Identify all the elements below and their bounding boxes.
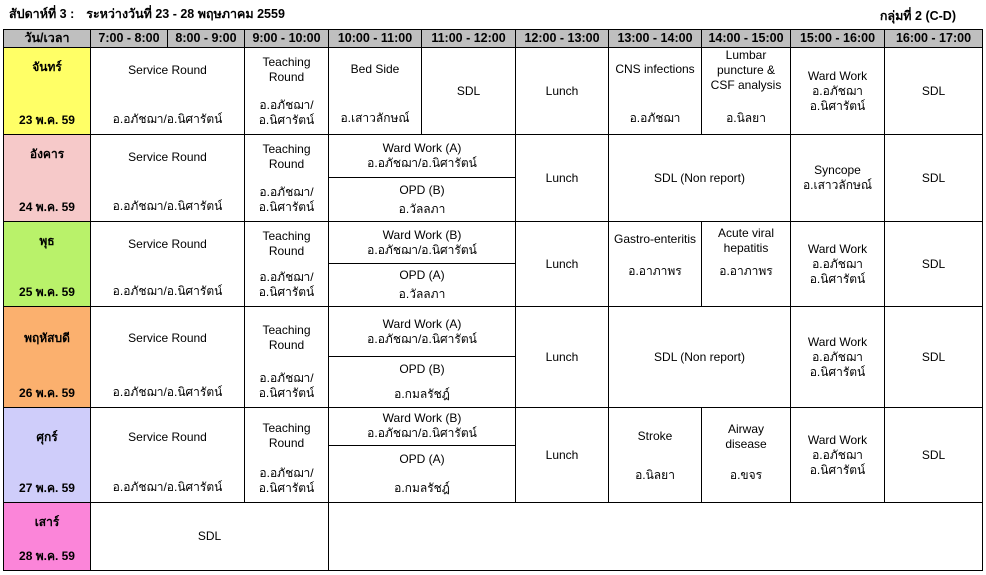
teaching-staff-2: อ.นิศารัตน์ — [258, 285, 315, 299]
teaching-staff-2: อ.นิศารัตน์ — [258, 113, 315, 127]
service-round-label: Service Round — [128, 63, 207, 77]
airway-label-2: disease — [725, 437, 767, 451]
opd-block — [329, 446, 515, 502]
cns-staff: อ.อภัชฌา — [629, 111, 681, 125]
ward-work-block — [329, 307, 515, 357]
col-header-1200: 12:00 - 13:00 — [516, 30, 609, 48]
teaching-label-2: Round — [268, 70, 305, 84]
opd-staff: อ.กมลรัชฎ์ — [394, 387, 450, 401]
ward-work-label: Ward Work (A) — [382, 141, 462, 155]
ward-work-block — [329, 135, 515, 178]
sdl-cell: SDL — [885, 222, 983, 307]
ward-staff-2: อ.นิศารัตน์ — [809, 462, 866, 477]
sdl-cell: SDL — [885, 307, 983, 408]
day-date: 26 พ.ค. 59 — [19, 386, 75, 400]
col-header-0800: 8:00 - 9:00 — [168, 30, 245, 48]
ward-staff-1: อ.อภัชฌา — [812, 349, 863, 364]
ward-work-cell — [791, 48, 885, 135]
ward-work-staff: อ.อภัชฌา/อ.นิศารัตน์ — [367, 242, 477, 257]
ward-work-label: Ward Work (B) — [382, 227, 462, 242]
airway-label-1: Airway — [727, 422, 764, 436]
stroke-staff: อ.นิลยา — [635, 468, 675, 482]
hep-staff: อ.อาภาพร — [719, 264, 773, 278]
stroke-label: Stroke — [637, 429, 673, 443]
teaching-staff-2: อ.นิศารัตน์ — [258, 481, 315, 495]
teaching-label-1: Teaching — [262, 421, 311, 435]
teaching-staff-1: อ.อภัชฌา/ — [259, 371, 314, 385]
ward-work-staff: อ.อภัชฌา/อ.นิศารัตน์ — [367, 426, 477, 441]
ward-work-label: Ward Work — [807, 241, 868, 256]
day-name: จันทร์ — [32, 60, 62, 74]
airway-staff: อ.ขจร — [729, 468, 763, 482]
gastroenteritis-cell — [609, 222, 702, 307]
service-round-staff: อ.อภัชฌา/อ.นิศารัตน์ — [112, 199, 223, 213]
service-round-label: Service Round — [128, 331, 207, 345]
ward-work-staff: อ.อภัชฌา/อ.นิศารัตน์ — [367, 331, 477, 346]
col-header-0700: 7:00 - 8:00 — [91, 30, 168, 48]
service-round-cell — [91, 408, 245, 503]
teaching-staff-1: อ.อภัชฌา/ — [259, 466, 314, 480]
sdl-cell: SDL — [91, 503, 329, 571]
ward-opd-cell — [329, 222, 516, 307]
teaching-round-cell — [245, 307, 329, 408]
col-header-1400: 14:00 - 15:00 — [702, 30, 791, 48]
sdl-cell: SDL — [885, 135, 983, 222]
col-header-1100: 11:00 - 12:00 — [422, 30, 516, 48]
ward-staff-1: อ.อภัชฌา — [812, 83, 863, 98]
lumbar-puncture-cell — [702, 48, 791, 135]
teaching-round-cell — [245, 222, 329, 307]
service-round-cell — [91, 48, 245, 135]
teaching-round-cell — [245, 135, 329, 222]
day-cell-monday — [4, 48, 91, 135]
service-round-cell — [91, 135, 245, 222]
hep-label-2: hepatitis — [723, 241, 769, 255]
col-header-1300: 13:00 - 14:00 — [609, 30, 702, 48]
ward-work-block — [329, 222, 515, 264]
day-date: 28 พ.ค. 59 — [19, 549, 75, 563]
ward-work-block — [329, 408, 515, 446]
opd-staff: อ.วัลลภา — [398, 287, 446, 301]
service-round-cell — [91, 222, 245, 307]
service-round-cell — [91, 307, 245, 408]
cns-label: CNS infections — [615, 62, 695, 76]
lunch-cell: Lunch — [516, 408, 609, 503]
ward-work-label: Ward Work (A) — [382, 316, 462, 331]
opd-staff: อ.วัลลภา — [398, 201, 446, 216]
hep-label-1: Acute viral — [717, 226, 775, 240]
col-header-day: วัน/เวลา — [4, 30, 91, 48]
teaching-label-2: Round — [268, 436, 305, 450]
teaching-label-2: Round — [268, 244, 305, 258]
day-cell-thursday — [4, 307, 91, 408]
lp-staff: อ.นิลยา — [726, 111, 766, 125]
lunch-cell: Lunch — [516, 222, 609, 307]
sdl-nonreport-cell: SDL (Non report) — [609, 307, 791, 408]
service-round-staff: อ.อภัชฌา/อ.นิศารัตน์ — [112, 480, 223, 494]
opd-label: OPD (B) — [399, 182, 445, 197]
service-round-label: Service Round — [128, 430, 207, 444]
lunch-cell: Lunch — [516, 307, 609, 408]
ward-staff-2: อ.นิศารัตน์ — [809, 271, 866, 286]
syncope-label: Syncope — [814, 163, 861, 177]
airway-disease-cell — [702, 408, 791, 503]
day-date: 27 พ.ค. 59 — [19, 481, 75, 495]
ward-opd-cell — [329, 135, 516, 222]
lunch-cell: Lunch — [516, 48, 609, 135]
ward-opd-cell — [329, 307, 516, 408]
ward-work-cell — [791, 408, 885, 503]
sdl-cell: SDL — [885, 48, 983, 135]
bedside-label: Bed Side — [350, 62, 400, 76]
ge-label: Gastro-enteritis — [613, 232, 697, 246]
teaching-label-1: Teaching — [262, 229, 311, 243]
ward-work-staff: อ.อภัชฌา/อ.นิศารัตน์ — [367, 156, 477, 170]
ward-staff-2: อ.นิศารัตน์ — [809, 98, 866, 113]
teaching-staff-2: อ.นิศารัตน์ — [258, 386, 315, 400]
col-header-1600: 16:00 - 17:00 — [885, 30, 983, 48]
bedside-staff: อ.เสาวลักษณ์ — [340, 111, 410, 125]
header-row — [4, 30, 983, 48]
cns-infections-cell — [609, 48, 702, 135]
opd-block — [329, 178, 515, 221]
teaching-label-1: Teaching — [262, 323, 311, 337]
ward-work-cell — [791, 222, 885, 307]
lp-label-3: CSF analysis — [710, 78, 782, 92]
stroke-cell — [609, 408, 702, 503]
lunch-cell: Lunch — [516, 135, 609, 222]
teaching-staff-1: อ.อภัชฌา/ — [259, 185, 314, 199]
week-header — [9, 4, 285, 24]
sdl-nonreport-cell: SDL (Non report) — [609, 135, 791, 222]
row-monday — [4, 48, 983, 135]
opd-block — [329, 357, 515, 407]
opd-label: OPD (B) — [399, 362, 445, 376]
ward-staff-2: อ.นิศารัตน์ — [809, 364, 866, 379]
row-saturday — [4, 503, 983, 571]
bedside-cell — [329, 48, 422, 135]
empty-cell — [329, 503, 983, 571]
teaching-label-1: Teaching — [262, 142, 311, 156]
service-round-label: Service Round — [128, 150, 207, 164]
opd-label: OPD (A) — [399, 268, 445, 282]
ward-work-label: Ward Work (B) — [382, 411, 462, 426]
day-cell-wednesday — [4, 222, 91, 307]
col-header-1000: 10:00 - 11:00 — [329, 30, 422, 48]
day-date: 23 พ.ค. 59 — [19, 113, 75, 127]
teaching-label-2: Round — [268, 157, 305, 171]
col-header-0900: 9:00 - 10:00 — [245, 30, 329, 48]
col-header-1500: 15:00 - 16:00 — [791, 30, 885, 48]
teaching-round-cell — [245, 48, 329, 135]
ward-work-label: Ward Work — [807, 68, 868, 83]
day-cell-saturday — [4, 503, 91, 571]
teaching-staff-1: อ.อภัชฌา/ — [259, 270, 314, 284]
service-round-staff: อ.อภัชฌา/อ.นิศารัตน์ — [112, 112, 223, 126]
service-round-staff: อ.อภัชฌา/อ.นิศารัตน์ — [112, 284, 223, 298]
day-name: อังคาร — [29, 147, 65, 161]
teaching-staff-2: อ.นิศารัตน์ — [258, 200, 315, 214]
day-cell-tuesday — [4, 135, 91, 222]
opd-block — [329, 264, 515, 306]
service-round-label: Service Round — [128, 237, 207, 251]
day-name: เสาร์ — [34, 515, 60, 529]
syncope-staff: อ.เสาวลักษณ์ — [802, 178, 873, 192]
day-name: พุธ — [39, 234, 55, 248]
day-cell-friday — [4, 408, 91, 503]
row-wednesday — [4, 222, 983, 307]
viral-hepatitis-cell — [702, 222, 791, 307]
teaching-label-2: Round — [268, 338, 305, 352]
teaching-staff-1: อ.อภัชฌา/ — [259, 98, 314, 112]
teaching-label-1: Teaching — [262, 55, 311, 69]
ge-staff: อ.อาภาพร — [628, 264, 682, 278]
opd-label: OPD (A) — [399, 451, 445, 466]
week-label: สัปดาห์ที่ 3 : — [9, 7, 75, 21]
ward-work-cell — [791, 307, 885, 408]
opd-staff: อ.กมลรัชฎ์ — [394, 480, 450, 495]
schedule-table — [3, 29, 983, 571]
row-thursday — [4, 307, 983, 408]
period-label: ระหว่างวันที่ 23 - 28 พฤษภาคม 2559 — [86, 7, 285, 21]
ward-staff-1: อ.อภัชฌา — [812, 256, 863, 271]
day-name: ศุกร์ — [36, 430, 58, 444]
sdl-cell: SDL — [885, 408, 983, 503]
ward-staff-1: อ.อภัชฌา — [812, 447, 863, 462]
syncope-cell — [791, 135, 885, 222]
sdl-cell: SDL — [422, 48, 516, 135]
teaching-round-cell — [245, 408, 329, 503]
row-friday — [4, 408, 983, 503]
ward-opd-cell — [329, 408, 516, 503]
ward-work-label: Ward Work — [807, 334, 868, 349]
day-date: 24 พ.ค. 59 — [19, 200, 75, 214]
lp-label-2: puncture & — [716, 63, 776, 77]
lp-label-1: Lumbar — [725, 48, 767, 62]
ward-work-label: Ward Work — [807, 432, 868, 447]
group-label: กลุ่มที่ 2 (C-D) — [879, 9, 956, 23]
day-name: พฤหัสบดี — [24, 331, 70, 345]
row-tuesday — [4, 135, 983, 222]
service-round-staff: อ.อภัชฌา/อ.นิศารัตน์ — [112, 385, 223, 399]
day-date: 25 พ.ค. 59 — [19, 285, 75, 299]
